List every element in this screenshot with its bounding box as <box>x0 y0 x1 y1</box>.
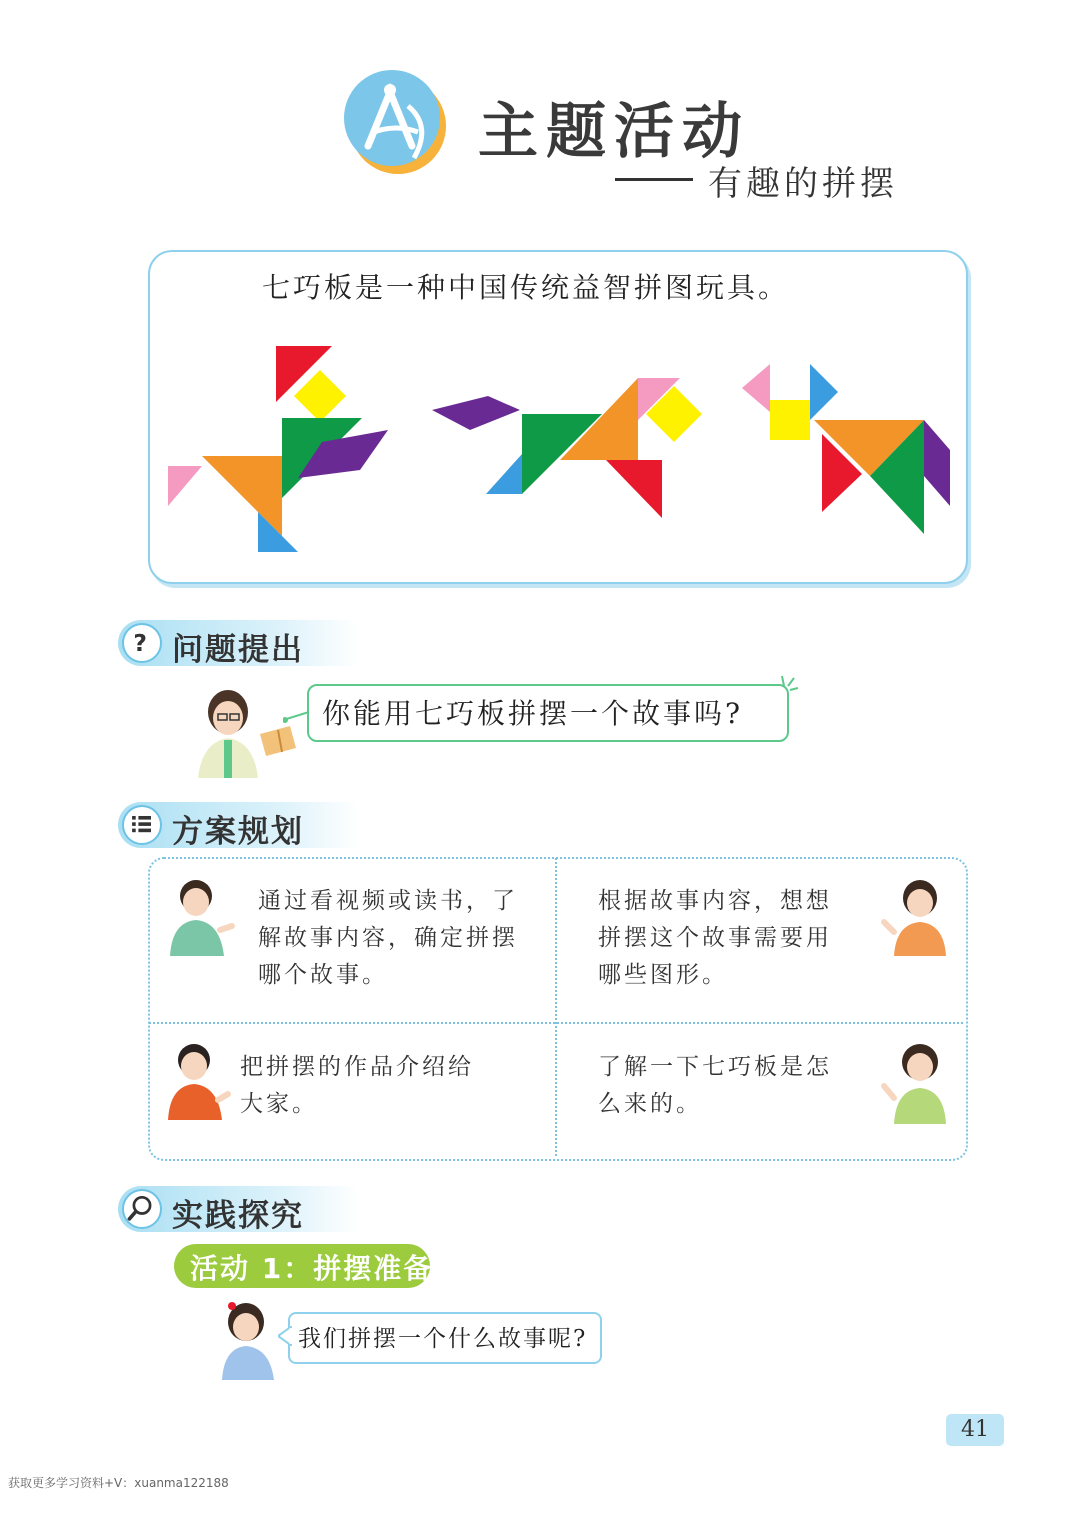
girl-avatar <box>218 1300 282 1380</box>
magnifier-icon <box>122 1189 162 1229</box>
section-label: 问题提出 <box>172 632 304 668</box>
question-text: 你能用七巧板拼摆一个故事吗? <box>322 697 744 730</box>
plan-cell-3 <box>240 1049 474 1123</box>
section-header-question <box>118 620 358 666</box>
section-label: 实践探究 <box>172 1198 304 1234</box>
plan-line: 解故事内容，确定拼摆 <box>258 925 518 951</box>
page-subtitle: 有趣的拼摆 <box>708 164 898 204</box>
page-number: 41 <box>961 1417 989 1442</box>
page-title: 主题活动 <box>478 97 750 167</box>
girl-avatar <box>880 876 950 956</box>
compass-logo-icon <box>338 66 448 176</box>
svg-text:?: ? <box>133 629 147 658</box>
teacher-avatar <box>190 686 300 778</box>
plan-cell-1 <box>258 883 518 994</box>
plan-line: 么来的。 <box>598 1091 702 1117</box>
tangram-figure-1 <box>168 346 388 552</box>
bubble-tail-icon <box>278 1326 292 1346</box>
subtitle-dash <box>615 178 693 181</box>
plan-line: 把拼摆的作品介绍给 <box>240 1054 474 1080</box>
intro-text: 七巧板是一种中国传统益智拼图玩具。 <box>262 271 790 304</box>
grid-divider <box>149 1022 963 1024</box>
plan-cell-4 <box>598 1049 832 1123</box>
plan-line: 拼摆这个故事需要用 <box>598 925 832 951</box>
plan-line: 根据故事内容，想想 <box>598 888 832 914</box>
section-header-practice <box>118 1186 358 1232</box>
girl-avatar <box>880 1040 950 1124</box>
grid-divider <box>555 858 557 1156</box>
footer-watermark: 获取更多学习资料+V：xuanma122188 <box>8 1476 229 1490</box>
plan-cell-2 <box>598 883 832 994</box>
plan-line: 大家。 <box>240 1091 318 1117</box>
boy-avatar <box>166 876 236 956</box>
tangram-illustrations <box>150 330 962 570</box>
activity-question-text: 我们拼摆一个什么故事呢? <box>298 1326 588 1352</box>
tangram-figure-2 <box>432 378 702 518</box>
activity-label: 活动 1：拼摆准备 <box>190 1252 434 1285</box>
sparkle-icon <box>778 674 800 694</box>
section-label: 方案规划 <box>172 814 304 850</box>
bubble-tail-icon <box>283 706 311 726</box>
section-header-plan <box>118 802 358 848</box>
list-icon <box>122 805 162 845</box>
tangram-figure-3 <box>742 364 950 534</box>
plan-line: 哪个故事。 <box>258 962 388 988</box>
boy-avatar <box>164 1040 234 1120</box>
plan-line: 了解一下七巧板是怎 <box>598 1054 832 1080</box>
plan-line: 哪些图形。 <box>598 962 728 988</box>
question-icon <box>122 623 162 663</box>
plan-line: 通过看视频或读书，了 <box>258 888 518 914</box>
